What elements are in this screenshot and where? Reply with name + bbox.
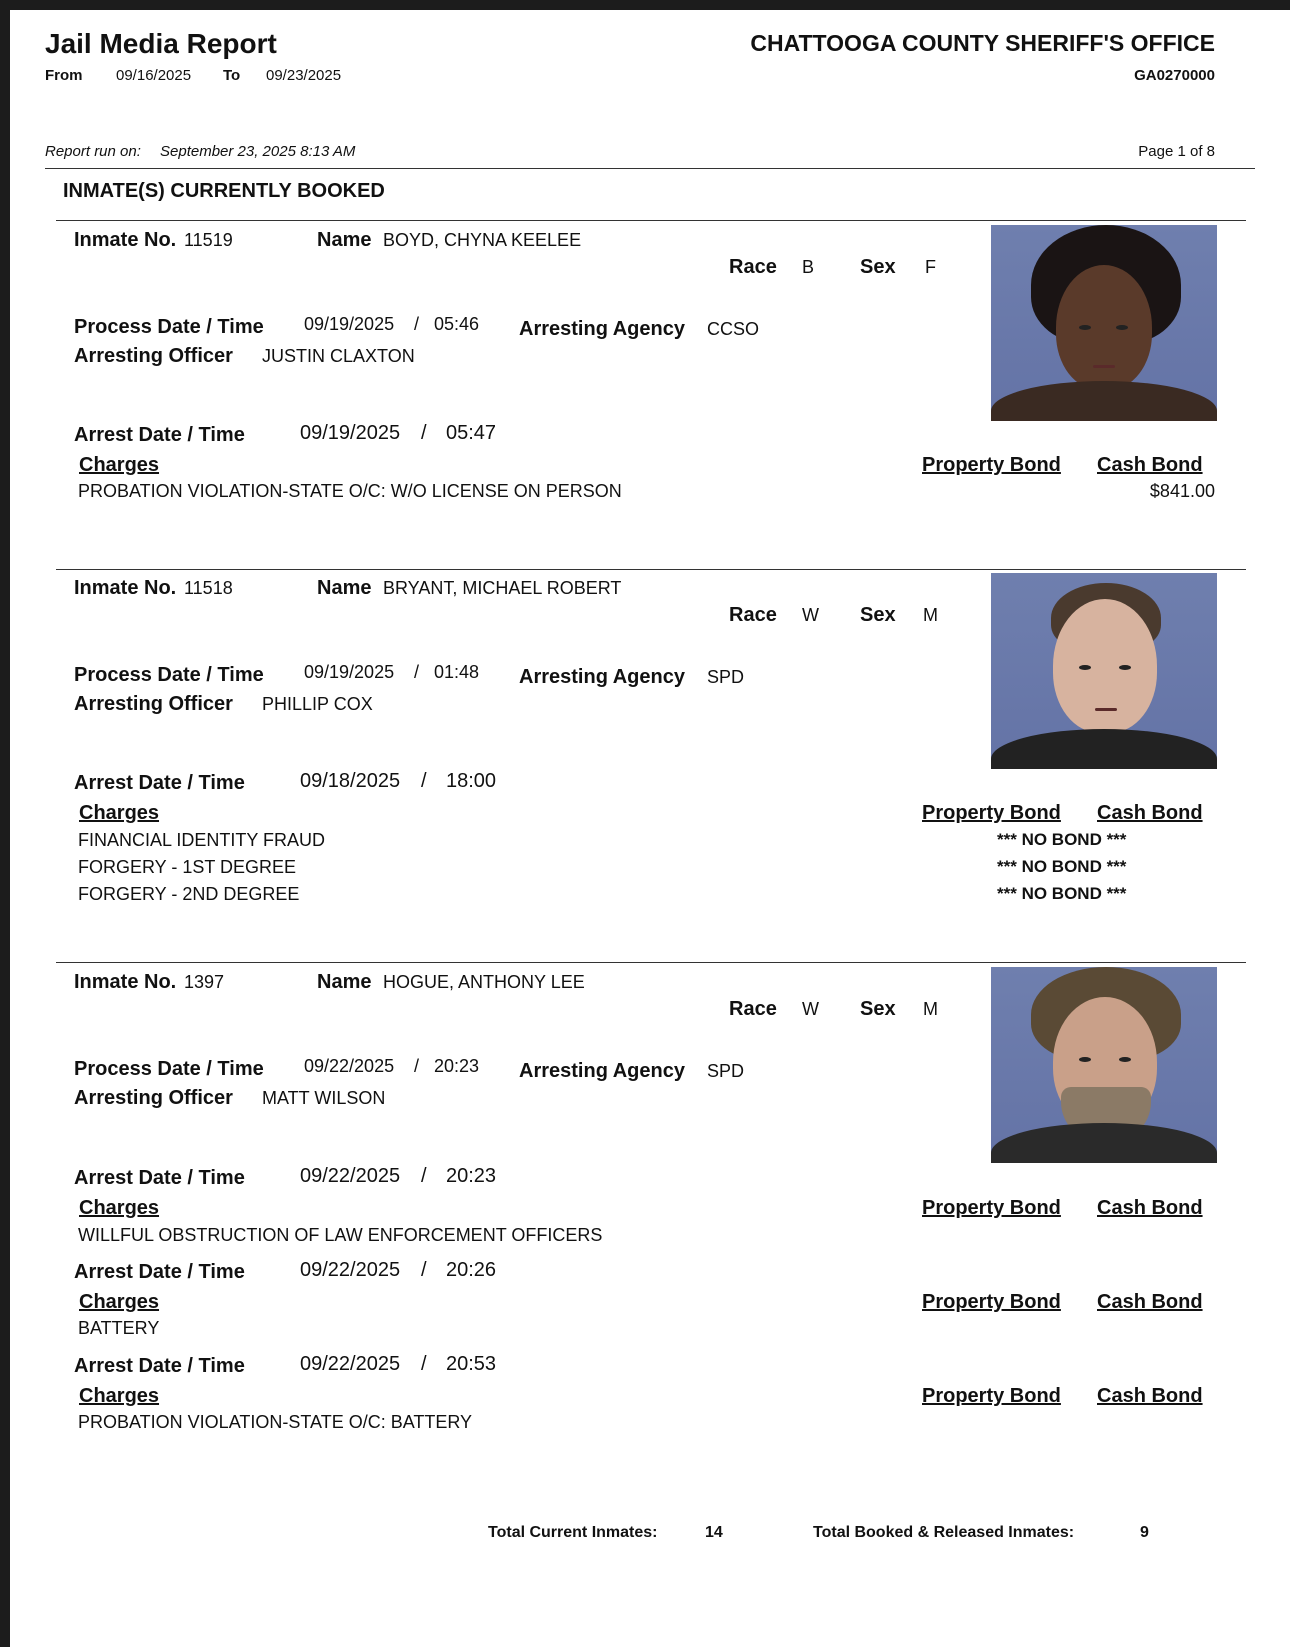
- charges-header: Charges: [79, 1385, 160, 1407]
- report-run-value: September 23, 2025 8:13 AM: [160, 143, 356, 160]
- slash: /: [414, 314, 420, 334]
- divider: [56, 962, 1246, 963]
- process-date: 09/19/2025: [304, 662, 395, 682]
- inmate-photo: [991, 573, 1217, 769]
- inmate-no-label: Inmate No.: [74, 577, 177, 599]
- inmate-no-value: 1397: [184, 972, 225, 992]
- sex-value: M: [923, 605, 938, 625]
- process-time: 20:23: [434, 1056, 480, 1076]
- slash: /: [414, 1056, 420, 1076]
- ori-code: GA0270000: [1134, 67, 1215, 84]
- no-bond-badge: *** NO BOND ***: [997, 857, 1127, 876]
- charge-item: PROBATION VIOLATION-STATE O/C: W/O LICENSE ON PERSON: [78, 481, 622, 501]
- agency-label: Arresting Agency: [519, 318, 685, 340]
- inmate-no-value: 11519: [184, 230, 233, 250]
- inmate-photo: [991, 967, 1217, 1163]
- agency-label: Arresting Agency: [519, 666, 685, 688]
- inmate-name: BOYD, CHYNA KEELEE: [383, 230, 582, 250]
- charge-item: FORGERY - 1ST DEGREE: [78, 857, 297, 877]
- sex-value: M: [923, 999, 938, 1019]
- agency-name: CHATTOOGA COUNTY SHERIFF'S OFFICE: [750, 30, 1215, 56]
- arrest-date: 09/22/2025: [300, 1165, 401, 1187]
- arrest-time: 20:53: [446, 1353, 497, 1375]
- arrest-date: 09/22/2025: [300, 1259, 401, 1281]
- cash-bond-header: Cash Bond: [1097, 802, 1203, 824]
- agency-label: Arresting Agency: [519, 1060, 685, 1082]
- charges-header: Charges: [79, 802, 160, 824]
- charge-item: FINANCIAL IDENTITY FRAUD: [78, 830, 326, 850]
- cash-bond-header: Cash Bond: [1097, 1385, 1203, 1407]
- slash: /: [421, 1165, 427, 1187]
- report-page: [10, 10, 1290, 1647]
- name-label: Name: [317, 229, 372, 251]
- arrest-label: Arrest Date / Time: [74, 772, 245, 794]
- sex-label: Sex: [860, 256, 896, 278]
- race-label: Race: [729, 604, 777, 626]
- race-value: B: [802, 257, 815, 277]
- arrest-time: 20:26: [446, 1259, 497, 1281]
- arrest-time: 20:23: [446, 1165, 497, 1187]
- slash: /: [421, 422, 427, 444]
- cash-bond-header: Cash Bond: [1097, 1197, 1203, 1219]
- officer-label: Arresting Officer: [74, 693, 233, 715]
- arrest-date: 09/22/2025: [300, 1353, 401, 1375]
- charges-header: Charges: [79, 1197, 160, 1219]
- charge-item: FORGERY - 2ND DEGREE: [78, 884, 300, 904]
- to-label: To: [223, 67, 241, 84]
- property-bond-header: Property Bond: [922, 802, 1061, 824]
- arrest-label: Arrest Date / Time: [74, 1167, 245, 1189]
- arrest-label: Arrest Date / Time: [74, 1355, 245, 1377]
- race-label: Race: [729, 256, 777, 278]
- officer-value: JUSTIN CLAXTON: [262, 346, 415, 366]
- property-bond-header: Property Bond: [922, 454, 1061, 476]
- report-title: Jail Media Report: [45, 28, 277, 59]
- name-label: Name: [317, 577, 372, 599]
- divider: [56, 220, 1246, 221]
- arrest-label: Arrest Date / Time: [74, 1261, 245, 1283]
- sex-value: F: [925, 257, 936, 277]
- charges-header: Charges: [79, 1291, 160, 1313]
- total-released-value: 9: [1140, 1524, 1149, 1541]
- process-time: 01:48: [434, 662, 480, 682]
- process-date: 09/22/2025: [304, 1056, 395, 1076]
- arrest-time: 05:47: [446, 422, 497, 444]
- divider: [56, 569, 1246, 570]
- inmate-no-value: 11518: [184, 578, 233, 598]
- race-value: W: [802, 605, 819, 625]
- arrest-date: 09/19/2025: [300, 422, 401, 444]
- charge-item: BATTERY: [78, 1318, 160, 1338]
- agency-value: SPD: [707, 1061, 745, 1081]
- inmate-no-label: Inmate No.: [74, 229, 177, 251]
- cash-bond-header: Cash Bond: [1097, 1291, 1203, 1313]
- officer-label: Arresting Officer: [74, 345, 233, 367]
- arrest-label: Arrest Date / Time: [74, 424, 245, 446]
- charge-item: PROBATION VIOLATION-STATE O/C: BATTERY: [78, 1412, 473, 1432]
- inmate-name: HOGUE, ANTHONY LEE: [383, 972, 585, 992]
- slash: /: [414, 662, 420, 682]
- cash-bond-value: $841.00: [1149, 481, 1215, 501]
- divider: [45, 168, 1255, 169]
- charges-header: Charges: [79, 454, 160, 476]
- report-run-label: Report run on:: [45, 143, 141, 160]
- process-label: Process Date / Time: [74, 316, 264, 338]
- property-bond-header: Property Bond: [922, 1291, 1061, 1313]
- from-date: 09/16/2025: [116, 67, 192, 84]
- to-date: 09/23/2025: [266, 67, 342, 84]
- race-label: Race: [729, 998, 777, 1020]
- cash-bond-header: Cash Bond: [1097, 454, 1203, 476]
- agency-value: CCSO: [707, 319, 760, 339]
- name-label: Name: [317, 971, 372, 993]
- page-indicator: Page 1 of 8: [1138, 143, 1215, 160]
- from-label: From: [45, 67, 83, 84]
- section-title: INMATE(S) CURRENTLY BOOKED: [63, 180, 385, 202]
- process-date: 09/19/2025: [304, 314, 395, 334]
- officer-label: Arresting Officer: [74, 1087, 233, 1109]
- process-time: 05:46: [434, 314, 480, 334]
- arrest-date: 09/18/2025: [300, 770, 401, 792]
- slash: /: [421, 1353, 427, 1375]
- total-current-value: 14: [705, 1524, 723, 1541]
- arrest-time: 18:00: [446, 770, 497, 792]
- agency-value: SPD: [707, 667, 745, 687]
- process-label: Process Date / Time: [74, 664, 264, 686]
- property-bond-header: Property Bond: [922, 1385, 1061, 1407]
- race-value: W: [802, 999, 819, 1019]
- no-bond-badge: *** NO BOND ***: [997, 884, 1127, 903]
- inmate-no-label: Inmate No.: [74, 971, 177, 993]
- sex-label: Sex: [860, 998, 896, 1020]
- officer-value: MATT WILSON: [262, 1088, 386, 1108]
- charge-item: WILLFUL OBSTRUCTION OF LAW ENFORCEMENT OFFICERS: [78, 1225, 603, 1245]
- property-bond-header: Property Bond: [922, 1197, 1061, 1219]
- total-released-label: Total Booked & Released Inmates:: [813, 1524, 1075, 1541]
- no-bond-badge: *** NO BOND ***: [997, 830, 1127, 849]
- slash: /: [421, 770, 427, 792]
- sex-label: Sex: [860, 604, 896, 626]
- officer-value: PHILLIP COX: [262, 694, 373, 714]
- inmate-name: BRYANT, MICHAEL ROBERT: [383, 578, 622, 598]
- inmate-photo: [991, 225, 1217, 421]
- slash: /: [421, 1259, 427, 1281]
- total-current-label: Total Current Inmates:: [488, 1524, 658, 1541]
- process-label: Process Date / Time: [74, 1058, 264, 1080]
